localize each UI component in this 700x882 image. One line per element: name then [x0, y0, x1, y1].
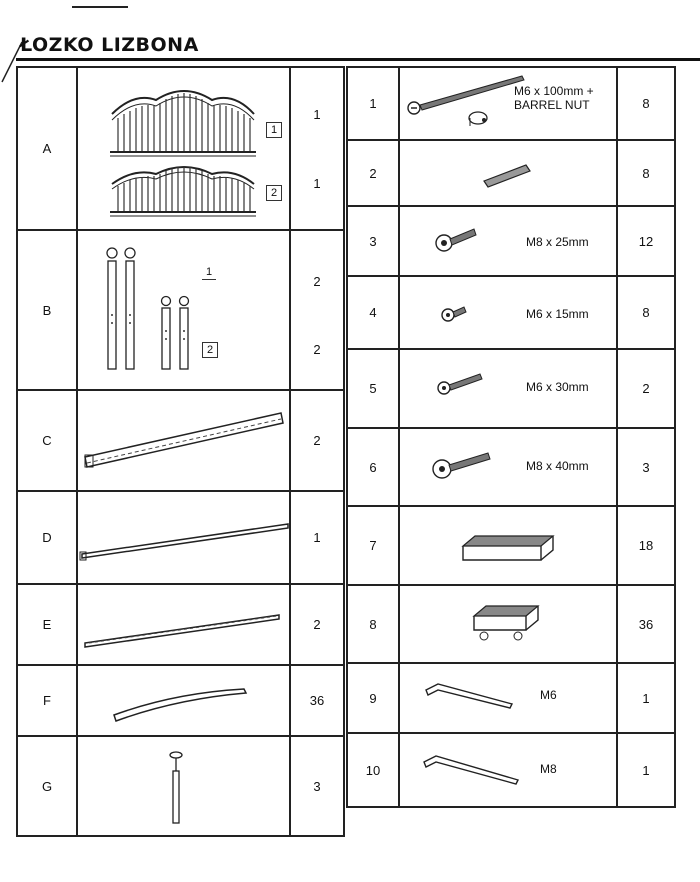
hardware-drawing	[399, 206, 617, 276]
table-row	[347, 506, 675, 585]
hardware-quantity: 1	[617, 733, 675, 807]
hardware-drawing	[399, 585, 617, 663]
table-row	[17, 67, 344, 230]
hardware-drawing	[399, 428, 617, 506]
hardware-number: 4	[347, 276, 399, 349]
part-label: D	[17, 491, 77, 584]
hardware-drawing	[399, 506, 617, 585]
table-row	[347, 663, 675, 733]
part-quantity: 2	[290, 584, 344, 665]
hardware-spec: M6 x 15mm	[526, 307, 589, 321]
hardware-quantity: 8	[617, 67, 675, 140]
hardware-spec: M6 x 100mm + BARREL NUT	[514, 84, 594, 112]
table-row	[347, 67, 675, 140]
hardware-number: 2	[347, 140, 399, 206]
part-quantity: 1 1	[290, 67, 344, 230]
table-row	[347, 206, 675, 276]
table-row	[17, 390, 344, 491]
headboard-icon	[94, 74, 274, 224]
part-quantity: 2 2	[290, 230, 344, 390]
part-label: E	[17, 584, 77, 665]
slat-cap-icon	[458, 592, 558, 656]
hardware-number: 3	[347, 206, 399, 276]
hardware-spec: M6 x 30mm	[526, 380, 589, 394]
hardware-quantity: 18	[617, 506, 675, 585]
variant-number: 1	[202, 266, 216, 280]
part-label: C	[17, 390, 77, 491]
table-row	[347, 585, 675, 663]
slat-holder-icon	[453, 516, 563, 576]
variant-number: 2	[266, 185, 282, 201]
table-row	[347, 733, 675, 807]
table-row	[347, 349, 675, 428]
table-row	[347, 276, 675, 349]
hardware-drawing	[399, 663, 617, 733]
slat-rail-icon	[79, 595, 289, 655]
hardware-quantity: 1	[617, 663, 675, 733]
part-drawing-slat	[77, 665, 290, 736]
table-row	[17, 491, 344, 584]
hardware-number: 5	[347, 349, 399, 428]
hardware-quantity: 36	[617, 585, 675, 663]
side-rail-icon	[79, 401, 289, 481]
hardware-spec: M8 x 25mm	[526, 235, 589, 249]
part-drawing-bedposts	[77, 230, 290, 390]
part-quantity: 3	[290, 736, 344, 836]
table-row	[17, 736, 344, 836]
part-label: F	[17, 665, 77, 736]
title-underline	[16, 58, 700, 61]
table-row	[17, 230, 344, 390]
variant-number: 1	[266, 122, 282, 138]
bedpost-icon	[84, 235, 284, 385]
hardware-spec: M8 x 40mm	[526, 459, 589, 473]
hardware-drawing	[399, 140, 617, 206]
hardware-drawing	[399, 67, 617, 140]
table-row	[17, 584, 344, 665]
part-drawing-support-leg	[77, 736, 290, 836]
part-drawing-headboards	[77, 67, 290, 230]
hex-key-m8-icon	[400, 740, 618, 800]
part-drawing-center-beam	[77, 491, 290, 584]
hardware-table	[346, 66, 676, 808]
hardware-number: 9	[347, 663, 399, 733]
part-drawing-side-rail	[77, 390, 290, 491]
dowel-icon	[468, 153, 548, 193]
hardware-drawing	[399, 349, 617, 428]
parts-table	[16, 66, 345, 837]
part-label: B	[17, 230, 77, 390]
page-title: ŁOZKO LIZBONA	[20, 34, 199, 56]
part-drawing-slat-rail	[77, 584, 290, 665]
top-rule	[72, 6, 128, 8]
hardware-number: 7	[347, 506, 399, 585]
table-row	[347, 140, 675, 206]
hardware-quantity: 3	[617, 428, 675, 506]
hardware-drawing	[399, 276, 617, 349]
hex-key-m6-icon	[400, 670, 618, 730]
hardware-quantity: 12	[617, 206, 675, 276]
part-label: A	[17, 67, 77, 230]
hardware-number: 10	[347, 733, 399, 807]
support-leg-icon	[84, 741, 284, 831]
table-row	[17, 665, 344, 736]
table-row	[347, 428, 675, 506]
part-quantity: 2	[290, 390, 344, 491]
part-label: G	[17, 736, 77, 836]
hardware-number: 6	[347, 428, 399, 506]
hardware-number: 1	[347, 67, 399, 140]
part-quantity: 1	[290, 491, 344, 584]
hardware-drawing	[399, 733, 617, 807]
part-quantity: 36	[290, 665, 344, 736]
hardware-quantity: 2	[617, 349, 675, 428]
hardware-spec: M8	[540, 762, 557, 776]
hardware-number: 8	[347, 585, 399, 663]
slat-icon	[84, 671, 284, 731]
center-beam-icon	[78, 508, 293, 568]
variant-number: 2	[202, 342, 218, 358]
hardware-quantity: 8	[617, 276, 675, 349]
hardware-spec: M6	[540, 688, 557, 702]
hardware-quantity: 8	[617, 140, 675, 206]
